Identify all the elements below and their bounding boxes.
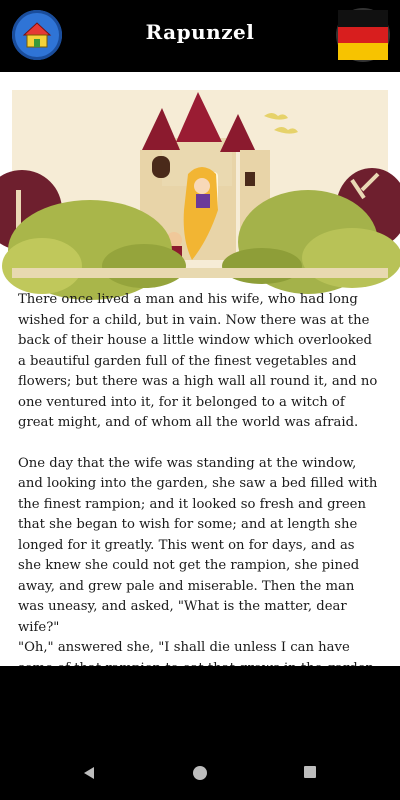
story-paragraph: There once lived a man and his wife, who had long wished for a child, but in vain. Now there was at the back of their house a little window which overlooked a beautiful garden full of the finest vegetables and flowers; but there was a high wall all round it, and no one ventured into it, for it belonged to a witch of great might, and of whom all the world was afraid.	[18, 292, 378, 430]
app-header	[0, 0, 400, 72]
home-circle-icon[interactable]	[193, 766, 207, 780]
language-button[interactable]	[338, 10, 388, 60]
back-triangle-icon[interactable]	[82, 766, 96, 780]
system-navigation-bar	[0, 666, 400, 800]
german-flag-icon	[338, 10, 388, 60]
page-title: Rapunzel	[145, 20, 255, 44]
story-illustration	[12, 90, 388, 278]
recents-square-icon[interactable]	[304, 766, 316, 778]
story-paragraph: One day that the wife was standing at the window, and looking into the garden, she saw a bed filled with the finest rampion; and it looked so fresh and green that she began to wish for some; and at length she longed for it greatly. This went on for days, and as she knew she could not get the rampion, she pined away, and grew pale and miserable. Then the man was uneasy, and asked, "What is the matter, dear wife?" "Oh," answered she, "I shall die unless I can have	[18, 455, 378, 655]
story-content[interactable]	[0, 72, 400, 666]
